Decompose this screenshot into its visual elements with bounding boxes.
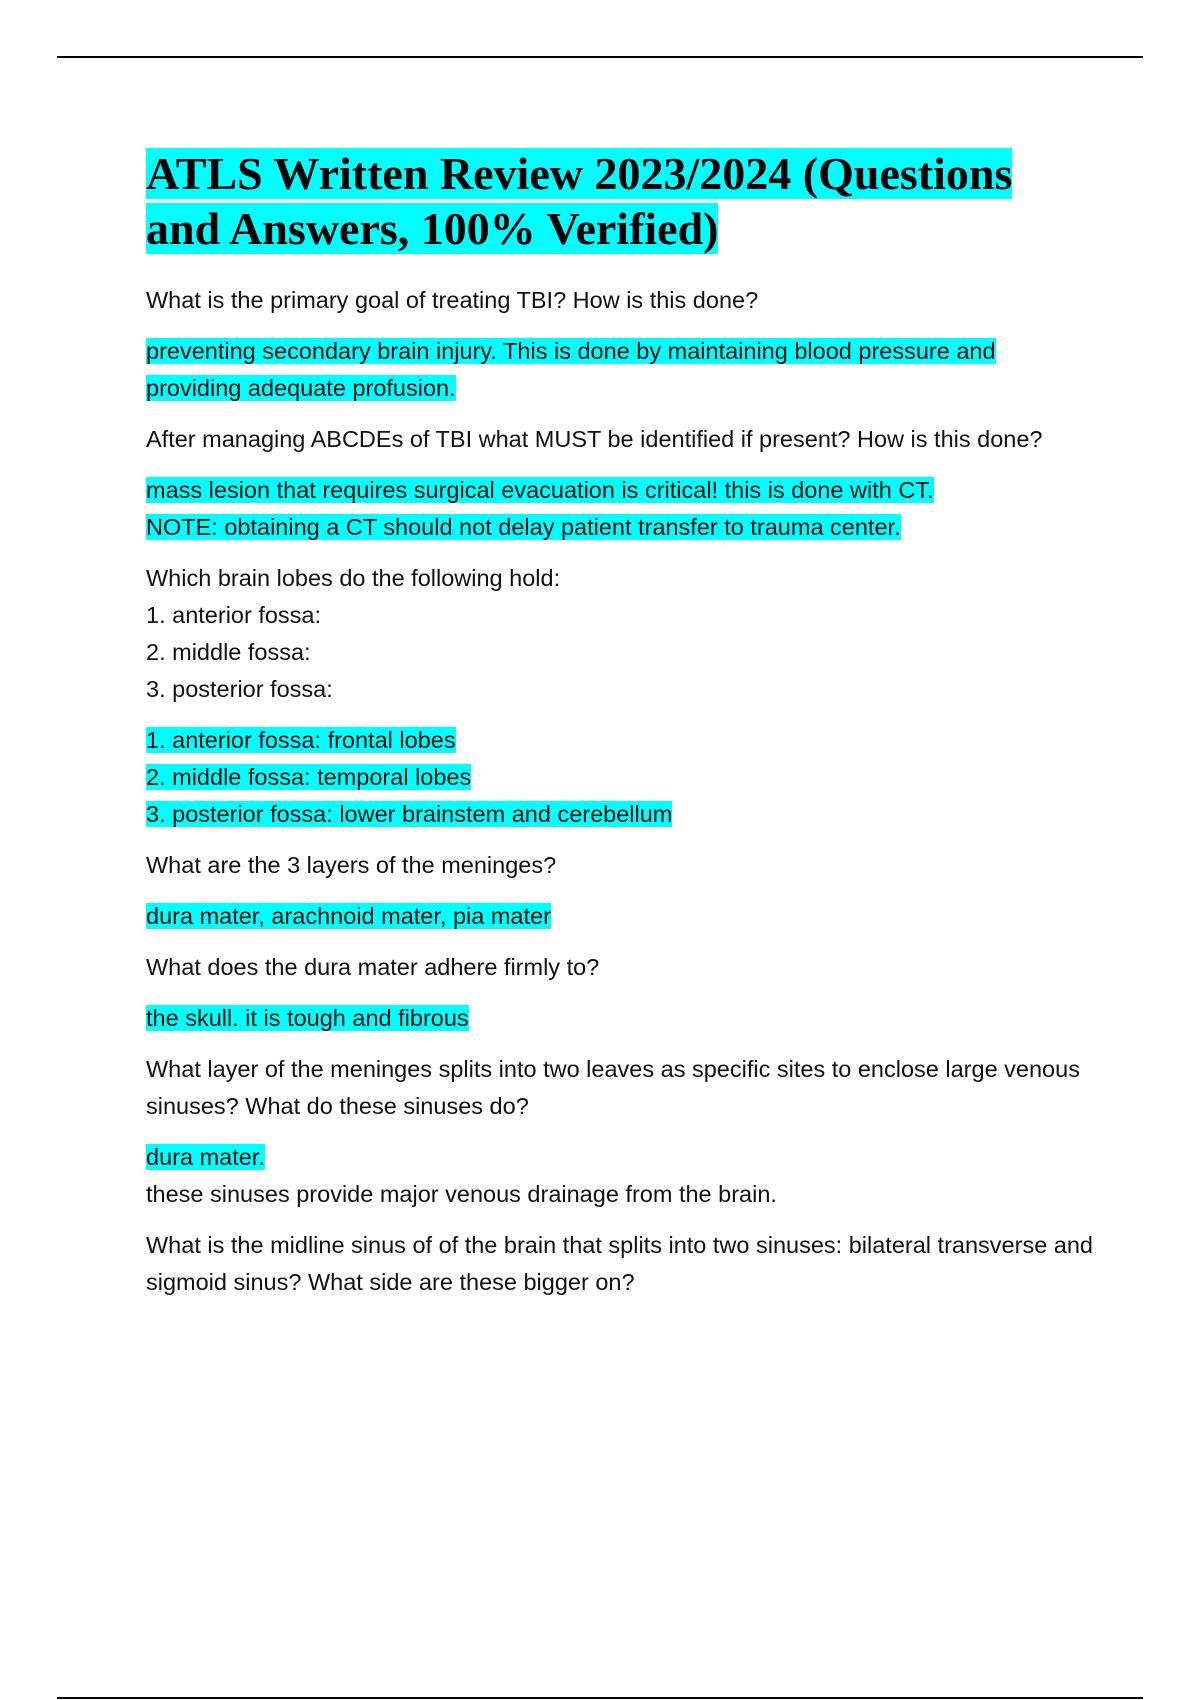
- answer-5: [146, 1000, 1096, 1037]
- answer-4-text: dura mater, arachnoid mater, pia mater: [146, 903, 551, 929]
- answer-5-text: the skull. it is tough and fibrous: [146, 1005, 469, 1031]
- question-6: What layer of the meninges splits into two leaves as specific sites to enclose large venous sinuses? What do these sinuses do?: [146, 1056, 1080, 1119]
- question-7: What is the midline sinus of of the brain that splits into two sinuses: bilateral transverse and sigmoid sinus? What side are these bigger on?: [146, 1232, 1093, 1295]
- answer-1-text: preventing secondary brain injury. This is done by maintaining blood pressure and providing adequate profusion.: [146, 338, 996, 401]
- question-3-item-3: 3. posterior fossa:: [146, 676, 333, 702]
- document-title-text: ATLS Written Review 2023/2024 (Questions and Answers, 100% Verified): [146, 148, 1013, 254]
- answer-2-line-1: mass lesion that requires surgical evacuation is critical! this is done with CT.: [146, 477, 934, 503]
- answer-2: [146, 472, 1096, 546]
- question-3-item-1: 1. anterior fossa:: [146, 602, 322, 628]
- answer-3-item-2: 2. middle fossa: temporal lobes: [146, 764, 472, 790]
- answer-4: [146, 898, 1096, 935]
- question-5: What does the dura mater adhere firmly to?: [146, 954, 600, 980]
- question-2: After managing ABCDEs of TBI what MUST be identified if present? How is this done?: [146, 426, 1043, 452]
- document-title: [146, 146, 1096, 256]
- answer-3: [146, 722, 1096, 833]
- question-4: What are the 3 layers of the meninges?: [146, 852, 557, 878]
- header-rule: [57, 56, 1143, 58]
- question-1: What is the primary goal of treating TBI? How is this done?: [146, 287, 759, 313]
- footer-rule: [57, 1697, 1143, 1699]
- answer-6: [146, 1139, 1096, 1213]
- question-3-intro: Which brain lobes do the following hold:: [146, 565, 561, 591]
- question-3: [146, 560, 1096, 708]
- answer-6-line-2: these sinuses provide major venous drainage from the brain.: [146, 1181, 777, 1207]
- answer-1: [146, 333, 1096, 407]
- answer-6-line-1: dura mater.: [146, 1144, 265, 1170]
- question-3-item-2: 2. middle fossa:: [146, 639, 311, 665]
- answer-3-item-3: 3. posterior fossa: lower brainstem and cerebellum: [146, 801, 673, 827]
- answer-2-line-2: NOTE: obtaining a CT should not delay patient transfer to trauma center.: [146, 514, 901, 540]
- answer-3-item-1: 1. anterior fossa: frontal lobes: [146, 727, 456, 753]
- document-content: [146, 146, 1096, 1315]
